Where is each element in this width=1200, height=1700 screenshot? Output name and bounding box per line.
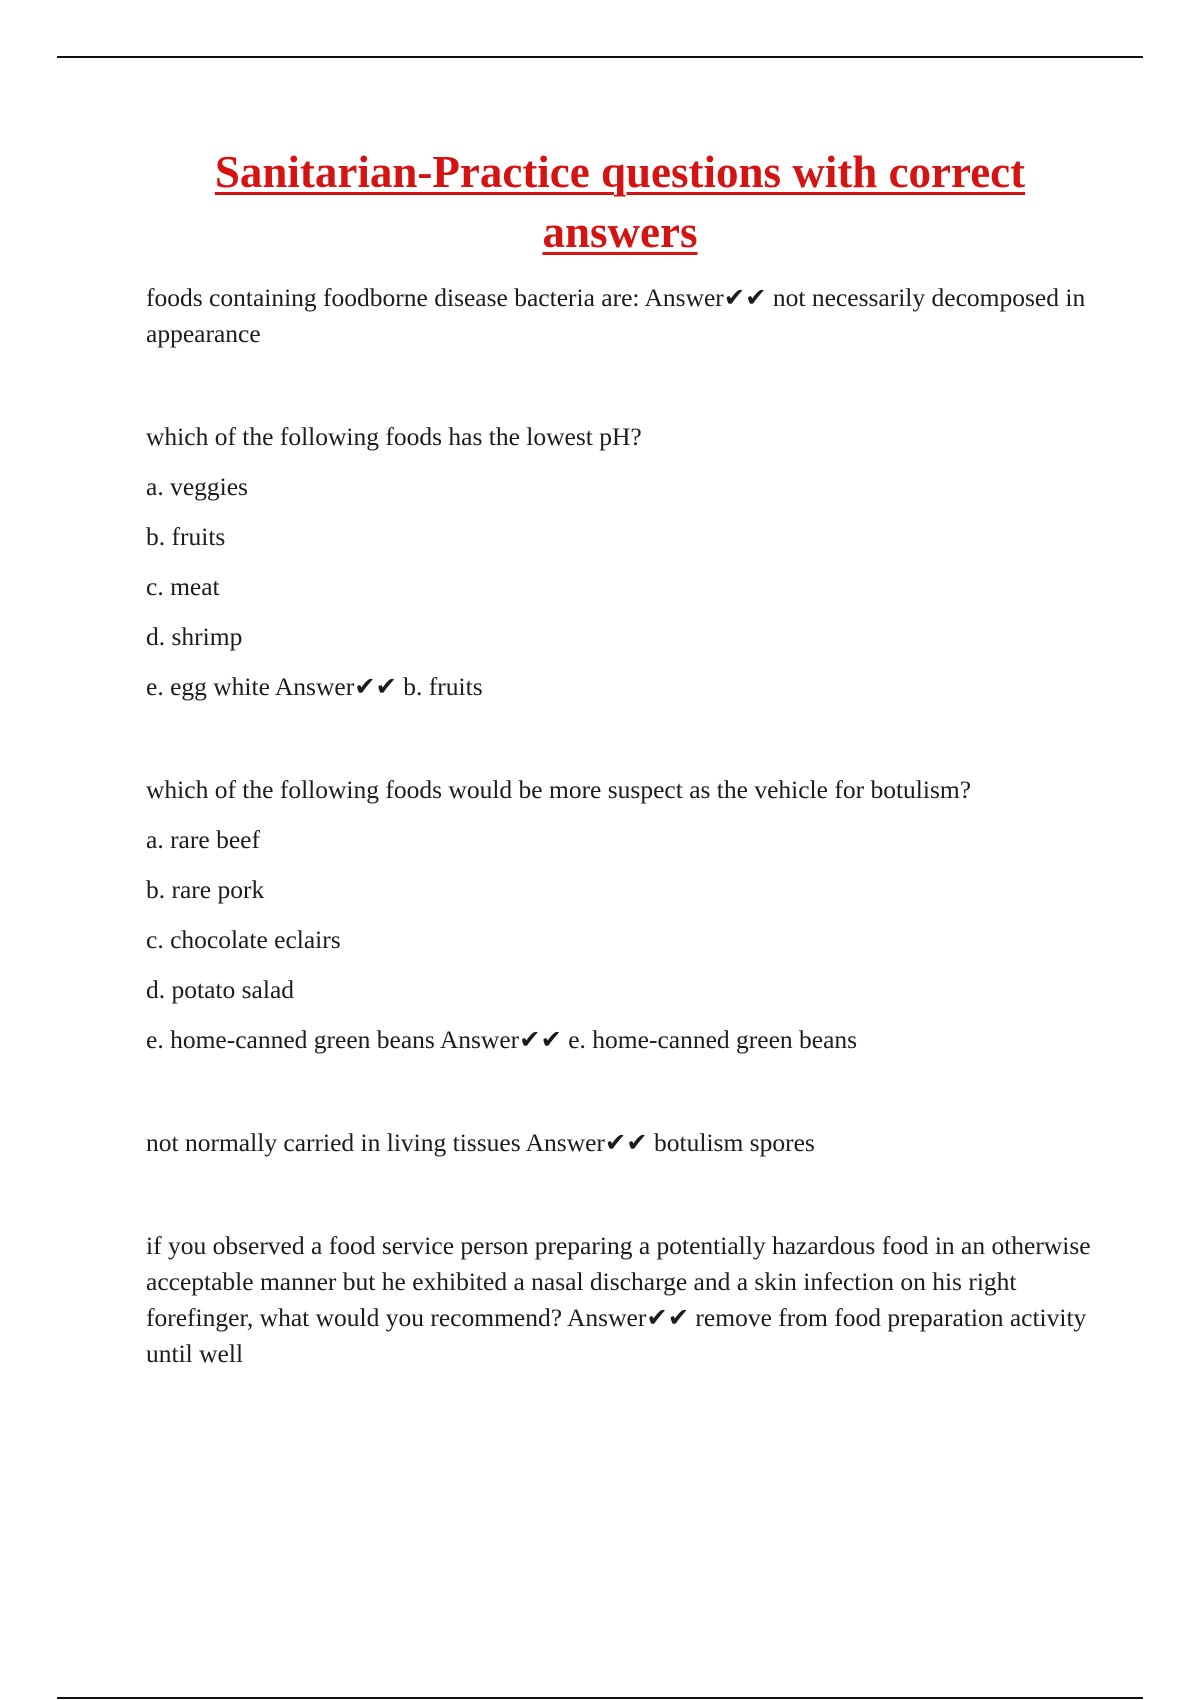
- option-a: a. rare beef: [146, 825, 260, 854]
- qa-item-3: [146, 772, 1096, 1058]
- option-a: a. veggies: [146, 472, 248, 501]
- qa-item-4: [146, 1125, 1096, 1161]
- document-body: [146, 280, 1096, 1439]
- question-text: which of the following foods would be more suspect as the vehicle for botulism?: [146, 775, 972, 804]
- option-b: b. fruits: [146, 522, 226, 551]
- option-e-answer: e. home-canned green beans Answer✔✔ e. home-canned green beans: [146, 1025, 858, 1054]
- option-c: c. chocolate eclairs: [146, 925, 341, 954]
- question-text: which of the following foods has the lowest pH?: [146, 422, 642, 451]
- option-b: b. rare pork: [146, 875, 265, 904]
- qa-text: not normally carried in living tissues Answer✔✔ botulism spores: [146, 1128, 815, 1157]
- qa-text: foods containing foodborne disease bacteria are: Answer✔✔ not necessarily decomposed in appearance: [146, 283, 1086, 348]
- top-rule: [57, 56, 1143, 58]
- option-c: c. meat: [146, 572, 220, 601]
- bottom-rule: [57, 1697, 1143, 1699]
- qa-text: if you observed a food service person preparing a potentially hazardous food in an otherwise acceptable manner but he exhibited a nasal discharge and a skin infection on his right forefinger, what would you recommend? Answer✔✔ remove from food preparation activity until well: [146, 1231, 1091, 1368]
- document-title: Sanitarian-Practice questions with correct answers: [214, 147, 1026, 257]
- qa-item-1: [146, 280, 1096, 352]
- option-d: d. shrimp: [146, 622, 243, 651]
- qa-item-2: [146, 419, 1096, 705]
- option-e-answer: e. egg white Answer✔✔ b. fruits: [146, 672, 483, 701]
- qa-item-5: [146, 1228, 1096, 1372]
- option-d: d. potato salad: [146, 975, 295, 1004]
